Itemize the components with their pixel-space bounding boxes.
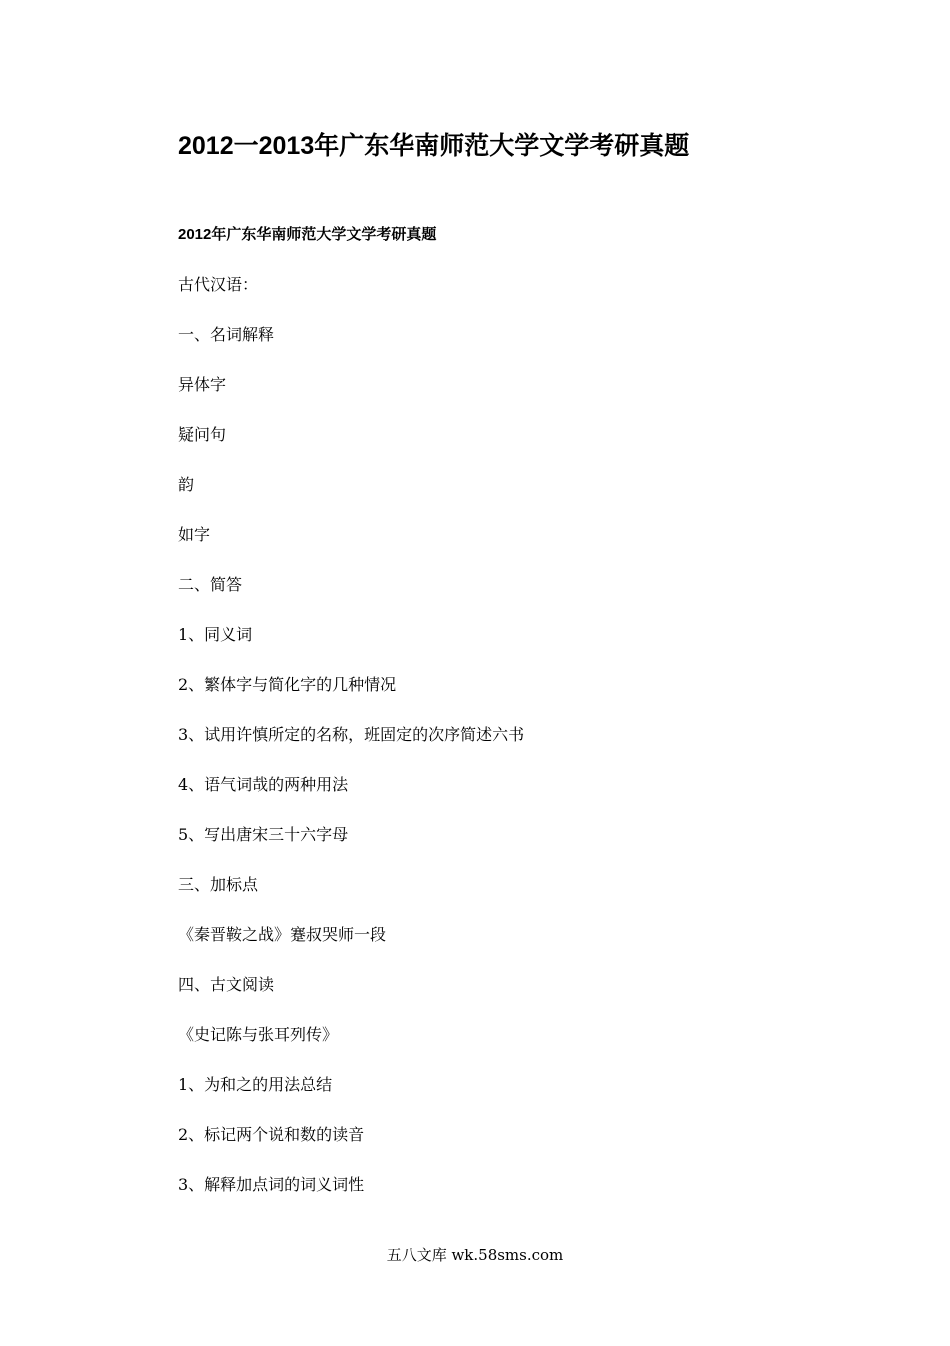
line-passage: 《秦晋鞍之战》蹇叔哭师一段	[178, 925, 387, 944]
line-question: 1、为和之的用法总结	[178, 1075, 333, 1094]
content-lines	[178, 274, 524, 1224]
line-question: 5、写出唐宋三十六字母	[178, 825, 349, 844]
line-part-three-heading: 三、加标点	[178, 875, 259, 894]
page-footer: 五八文库 wk.58sms.com	[386, 1246, 564, 1264]
line-term: 疑问句	[178, 425, 227, 444]
line-question: 1、同义词	[178, 625, 253, 644]
section-heading: 2012年广东华南师范大学文学考研真题	[178, 226, 437, 243]
line-question: 3、试用许慎所定的名称，班固定的次序简述六书	[178, 725, 525, 744]
document-title: 2012一2013年广东华南师范大学文学考研真题	[178, 132, 690, 160]
line-term: 异体字	[178, 375, 227, 394]
line-term: 韵	[178, 475, 195, 494]
line-term: 如字	[178, 525, 211, 544]
line-question: 2、繁体字与简化字的几种情况	[178, 675, 397, 694]
line-passage: 《史记陈与张耳列传》	[178, 1025, 339, 1044]
line-part-two-heading: 二、简答	[178, 575, 243, 594]
line-question: 2、标记两个说和数的读音	[178, 1125, 365, 1144]
line-part-one-heading: 一、名词解释	[178, 325, 275, 344]
line-question: 3、解释加点词的词义词性	[178, 1175, 365, 1194]
line-question: 4、语气词哉的两种用法	[178, 775, 349, 794]
line-part-four-heading: 四、古文阅读	[178, 975, 275, 994]
line-category: 古代汉语：	[178, 275, 259, 294]
